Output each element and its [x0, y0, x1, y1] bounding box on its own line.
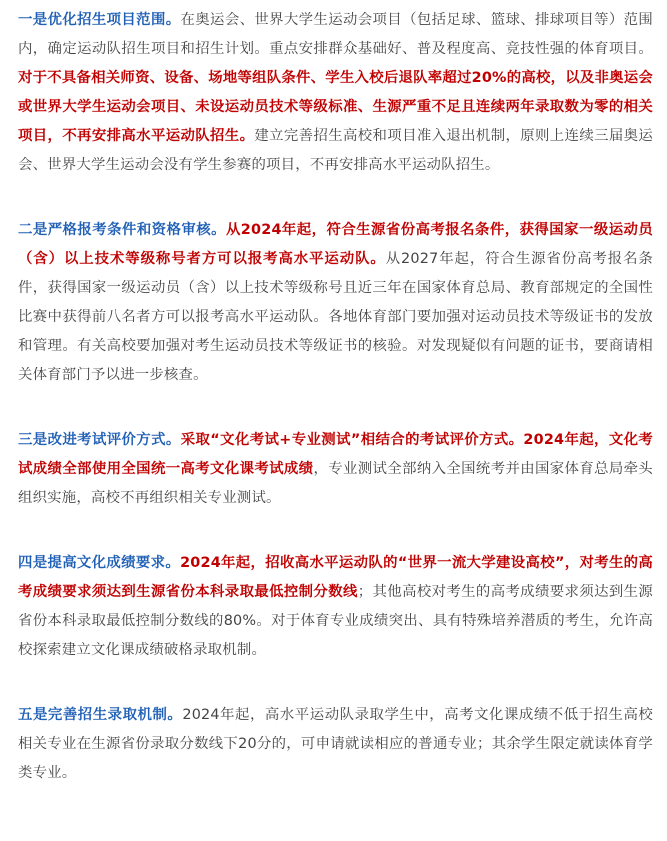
- section-1-heading: 一是优化招生项目范围。: [18, 12, 181, 28]
- section-4-paragraph: [18, 549, 653, 665]
- section-5-heading: 五是完善招生录取机制。: [18, 707, 183, 723]
- section-4-text: ；其他高校对考生的高考成绩要求须达到生源省份本科录取最低控制分数线的80%。对于体育专业成绩突出、具有特殊培养潜质的考生，允许高校探索建立文化课成绩破格录取机制。: [18, 584, 653, 658]
- section-3-emphasis: 采取“文化考试+专业测试”相结合的考试评价方式。2024年起，文化考试成绩全部使用全国统一高考文化课考试成绩: [18, 432, 654, 477]
- section-5-text: 2024年起，高水平运动队录取学生中，高考文化课成绩不低于招生高校相关专业在生源省份录取分数线下20分的，可申请就读相应的普通专业；其余学生限定就读体育学类专业。: [18, 707, 654, 781]
- section-2-heading: 二是严格报考条件和资格审核。: [18, 222, 226, 238]
- section-4-heading: 四是提高文化成绩要求。: [18, 555, 181, 571]
- section-2-text: 从2027年起，符合生源省份高考报名条件，获得国家一级运动员（含）以上技术等级称号且近三年在国家体育总局、教育部规定的全国性比赛中获得前八名者方可以报考高水平运动队。各地体育部门要加强对运动员技术等级证书的发放和管理。有关高校要加强对考生运动员技术等级证书的核验。对发现疑似有问题的证书，要商请相关体育部门予以进一步核查。: [18, 251, 653, 383]
- section-4-emphasis: 2024年起，招收高水平运动队的“世界一流大学建设高校”，对考生的高考成绩要求须达到生源省份本科录取最低控制分数线: [18, 555, 654, 600]
- section-3-heading: 三是改进考试评价方式。: [18, 432, 181, 448]
- section-5-paragraph: [18, 701, 653, 788]
- section-1-text-a: 在奥运会、世界大学生运动会项目（包括足球、篮球、排球项目等）范围内，确定运动队招生项目和招生计划。重点安排群众基础好、普及程度高、竞技性强的体育项目。: [18, 12, 654, 57]
- section-2-emphasis: 从2024年起，符合生源省份高考报名条件，获得国家一级运动员（含）以上技术等级称号者方可以报考高水平运动队。: [18, 222, 653, 267]
- section-3-paragraph: [18, 426, 653, 513]
- section-1-text-b: 建立完善招生高校和项目准入退出机制，原则上连续三届奥运会、世界大学生运动会没有学生参赛的项目，不再安排高水平运动队招生。: [18, 128, 654, 173]
- section-3-text: ，专业测试全部纳入全国统考并由国家体育总局牵头组织实施，高校不再组织相关专业测试。: [18, 461, 653, 506]
- section-2-paragraph: [18, 216, 653, 390]
- section-1-paragraph: [18, 6, 653, 180]
- section-1-emphasis: 对于不具备相关师资、设备、场地等组队条件、学生入校后退队率超过20%的高校，以及非奥运会或世界大学生运动会项目、未设运动员技术等级标准、生源严重不足且连续两年录取数为零的相关项目，不再安排高水平运动队招生。: [18, 70, 653, 144]
